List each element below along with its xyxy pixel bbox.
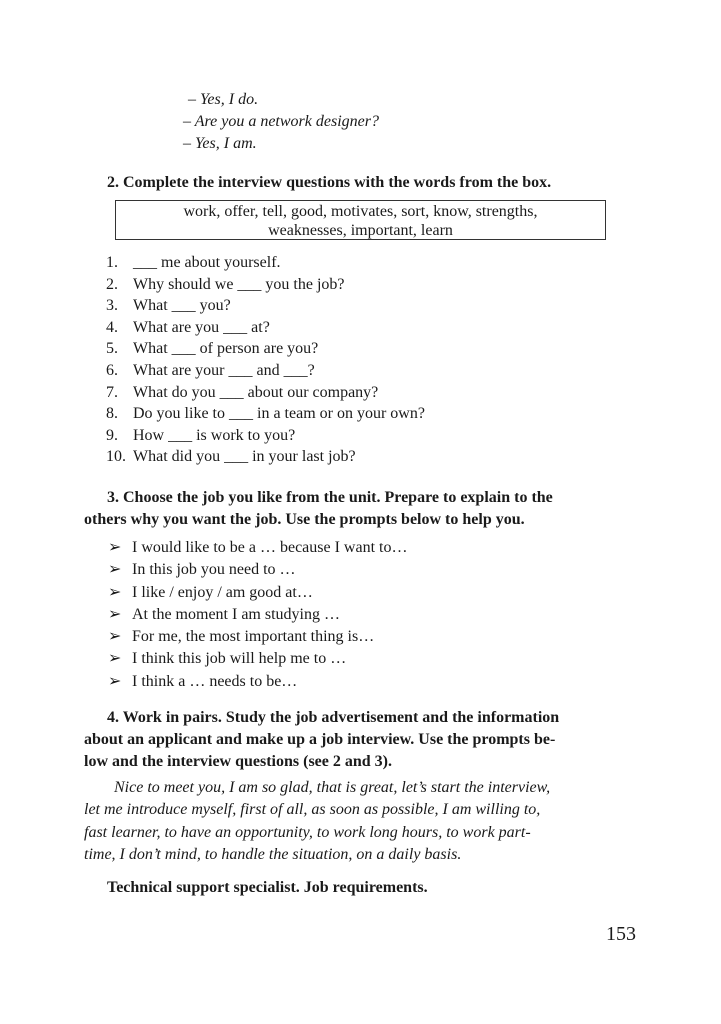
question-number: 2. (106, 275, 118, 293)
question-text: What did you ___ in your last job? (133, 448, 356, 466)
dialogue-line-1: – Yes, I do. (188, 91, 259, 108)
question-item (106, 338, 425, 360)
job-requirements-heading: Technical support specialist. Job requirements. (107, 879, 428, 896)
task-4-heading-line-2: about an applicant and make up a job interview. Use the prompts be- (84, 731, 556, 748)
task-2-heading: 2. Complete the interview questions with the words from the box. (107, 174, 552, 191)
prompt-text: I like / enjoy / am good at… (132, 583, 313, 601)
dialogue-line-2: – Are you a network designer? (183, 113, 379, 130)
question-item (106, 295, 425, 317)
dialogue-line-3: – Yes, I am. (183, 135, 257, 152)
prompt-text: At the moment I am studying … (132, 605, 340, 623)
arrow-bullet-icon: ➢ (108, 561, 122, 579)
word-box-line-2: weaknesses, important, learn (268, 222, 453, 239)
question-text: How ___ is work to you? (133, 426, 296, 444)
phrase-line: fast learner, to have an opportunity, to work long hours, to work part- (84, 823, 531, 841)
question-number: 8. (106, 405, 118, 423)
question-item (106, 252, 425, 274)
list-item (108, 559, 407, 581)
question-text: ___ me about yourself. (133, 254, 281, 271)
question-item (106, 382, 425, 404)
question-number: 5. (106, 340, 118, 358)
list-item (108, 582, 407, 604)
question-number: 10. (106, 448, 126, 466)
page-number: 153 (606, 923, 636, 945)
arrow-bullet-icon: ➢ (108, 672, 122, 690)
prompt-text: For me, the most important thing is… (132, 628, 375, 646)
word-box (115, 200, 606, 240)
question-number: 7. (106, 383, 118, 401)
task-3-heading-line-1: 3. Choose the job you like from the unit. Prepare to explain to the (107, 489, 553, 506)
arrow-bullet-icon: ➢ (108, 650, 122, 668)
arrow-bullet-icon: ➢ (108, 539, 122, 556)
question-item (106, 317, 425, 339)
question-number: 1. (106, 254, 118, 271)
phrase-line: Nice to meet you, I am so glad, that is great, let’s start the interview, (114, 779, 551, 796)
task-4-heading-line-1: 4. Work in pairs. Study the job advertisement and the information (107, 709, 560, 726)
question-item (106, 446, 425, 468)
question-number: 4. (106, 318, 118, 336)
task-4-heading-line-3: low and the interview questions (see 2 and 3). (84, 753, 393, 770)
prompt-text: I would like to be a … because I want to… (132, 539, 408, 556)
prompt-list (108, 537, 407, 693)
prompt-text: I think a … needs to be… (132, 672, 298, 690)
question-number: 3. (106, 297, 118, 315)
question-number: 9. (106, 426, 118, 444)
phrase-block (84, 777, 642, 866)
arrow-bullet-icon: ➢ (108, 605, 122, 623)
arrow-bullet-icon: ➢ (108, 583, 122, 601)
prompt-text: I think this job will help me to … (132, 650, 347, 668)
question-text: What do you ___ about our company? (133, 383, 379, 401)
question-item (106, 425, 425, 447)
question-number: 6. (106, 361, 118, 379)
list-item (108, 648, 407, 670)
phrase-line: let me introduce myself, first of all, as soon as possible, I am willing to, (84, 801, 541, 819)
question-list (106, 252, 425, 468)
question-text: What ___ of person are you? (133, 340, 319, 358)
question-item (106, 403, 425, 425)
phrase-line: time, I don’t mind, to handle the situation, on a daily basis. (84, 845, 462, 863)
task-3-heading-line-2: others why you want the job. Use the prompts below to help you. (84, 511, 525, 528)
word-box-line-1: work, offer, tell, good, motivates, sort, know, strengths, (183, 203, 538, 220)
question-text: What ___ you? (133, 297, 231, 315)
list-item (108, 626, 407, 648)
question-text: What are your ___ and ___? (133, 361, 315, 379)
list-item (108, 537, 407, 559)
question-item (106, 360, 425, 382)
arrow-bullet-icon: ➢ (108, 628, 122, 646)
question-text: Do you like to ___ in a team or on your own? (133, 405, 425, 423)
question-text: What are you ___ at? (133, 318, 270, 336)
question-item (106, 274, 425, 296)
list-item (108, 604, 407, 626)
prompt-text: In this job you need to … (132, 561, 296, 579)
question-text: Why should we ___ you the job? (133, 275, 345, 293)
list-item (108, 671, 407, 693)
